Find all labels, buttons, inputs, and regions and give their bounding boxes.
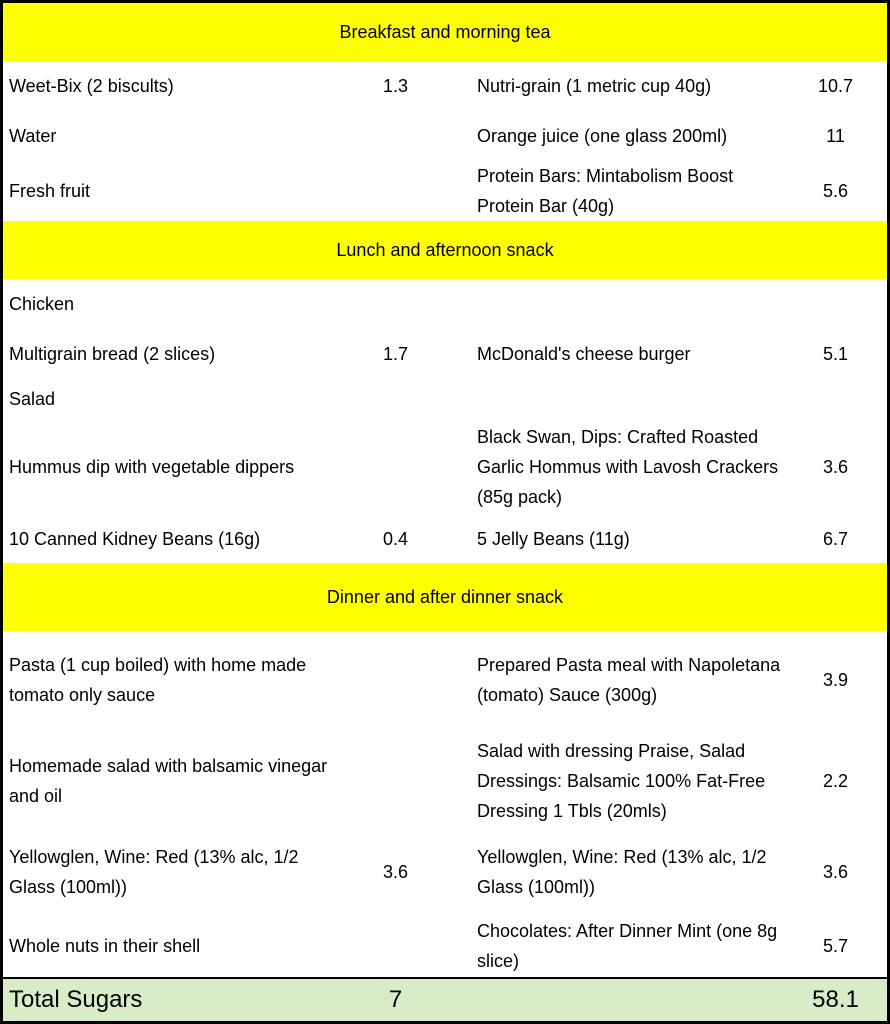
section-header-lunch: Lunch and afternoon snack xyxy=(3,221,887,279)
table-row xyxy=(3,833,887,911)
alternative-sugar-value: 3.6 xyxy=(822,862,849,882)
healthy-item: Salad xyxy=(9,389,56,409)
alternative-sugar-value xyxy=(793,279,878,329)
table-row xyxy=(3,729,887,833)
healthy-sugar-value: 1.3 xyxy=(382,76,409,96)
healthy-item: Fresh fruit xyxy=(9,181,91,201)
table-row xyxy=(3,379,887,419)
alternative-item xyxy=(477,379,787,419)
healthy-item: Water xyxy=(9,126,57,146)
alternative-sugar-value: 5.7 xyxy=(822,936,849,956)
alternative-sugar-value: 6.7 xyxy=(822,529,849,549)
alternative-item: Nutri-grain (1 metric cup 40g) xyxy=(477,76,712,96)
healthy-item: Homemade salad with balsamic vinegar and oil xyxy=(9,756,328,806)
section-header-dinner: Dinner and after dinner snack xyxy=(3,563,887,631)
healthy-sugar-value xyxy=(353,111,438,161)
total-alternative-value: 58.1 xyxy=(812,986,859,1013)
healthy-item: Yellowglen, Wine: Red (13% alc, 1/2 Glass (100ml)) xyxy=(9,847,299,897)
total-healthy-value: 7 xyxy=(388,986,403,1013)
healthy-sugar-value xyxy=(353,279,438,329)
alternative-item: Yellowglen, Wine: Red (13% alc, 1/2 Glass (100ml)) xyxy=(477,847,767,897)
healthy-item: Weet-Bix (2 biscults) xyxy=(9,76,174,96)
healthy-item: Hummus dip with vegetable dippers xyxy=(9,457,295,477)
alternative-sugar-value: 3.9 xyxy=(822,670,849,690)
alternative-sugar-value: 5.6 xyxy=(822,181,849,201)
healthy-item: 10 Canned Kidney Beans (16g) xyxy=(9,529,261,549)
healthy-sugar-value: 3.6 xyxy=(382,862,409,882)
table-row xyxy=(3,631,887,729)
table-row xyxy=(3,911,887,981)
healthy-item: Chicken xyxy=(9,294,75,314)
table-row xyxy=(3,279,887,329)
healthy-sugar-value xyxy=(353,161,438,221)
healthy-sugar-value xyxy=(353,911,438,981)
total-label: Total Sugars xyxy=(9,986,143,1013)
table-row xyxy=(3,329,887,379)
alternative-sugar-value xyxy=(793,379,878,419)
alternative-item: Prepared Pasta meal with Napoletana (tomato) Sauce (300g) xyxy=(477,655,781,705)
alternative-item: Orange juice (one glass 200ml) xyxy=(477,126,728,146)
section-header-breakfast: Breakfast and morning tea xyxy=(3,3,887,61)
healthy-sugar-value: 0.4 xyxy=(382,529,409,549)
healthy-item: Pasta (1 cup boiled) with home made tomato only sauce xyxy=(9,655,307,705)
healthy-sugar-value xyxy=(353,631,438,729)
alternative-sugar-value: 2.2 xyxy=(822,771,849,791)
alternative-item: 5 Jelly Beans (11g) xyxy=(477,529,630,549)
healthy-sugar-value xyxy=(353,419,438,515)
alternative-item: McDonald's cheese burger xyxy=(477,344,691,364)
healthy-sugar-value: 1.7 xyxy=(382,344,409,364)
table-row xyxy=(3,161,887,221)
healthy-item: Multigrain bread (2 slices) xyxy=(9,344,216,364)
alternative-sugar-value: 3.6 xyxy=(822,457,849,477)
alternative-sugar-value: 10.7 xyxy=(817,76,854,96)
table-row xyxy=(3,111,887,161)
healthy-item: Whole nuts in their shell xyxy=(9,936,201,956)
alternative-item: Black Swan, Dips: Crafted Roasted Garlic Hommus with Lavosh Crackers (85g pack) xyxy=(477,427,779,507)
healthy-sugar-value xyxy=(353,729,438,833)
alternative-sugar-value: 11 xyxy=(826,126,845,146)
alternative-item: Salad with dressing Praise, Salad Dressings: Balsamic 100% Fat-Free Dressing 1 Tbls (20mls) xyxy=(477,741,766,821)
alternative-item xyxy=(477,279,787,329)
alternative-item: Chocolates: After Dinner Mint (one 8g slice) xyxy=(477,921,778,971)
healthy-sugar-value xyxy=(353,379,438,419)
alternative-item: Protein Bars: Mintabolism Boost Protein Bar (40g) xyxy=(477,166,734,216)
total-sugars-row xyxy=(3,977,887,1021)
table-row xyxy=(3,515,887,563)
table-row xyxy=(3,61,887,111)
alternative-sugar-value: 5.1 xyxy=(822,344,849,364)
table-row xyxy=(3,419,887,515)
